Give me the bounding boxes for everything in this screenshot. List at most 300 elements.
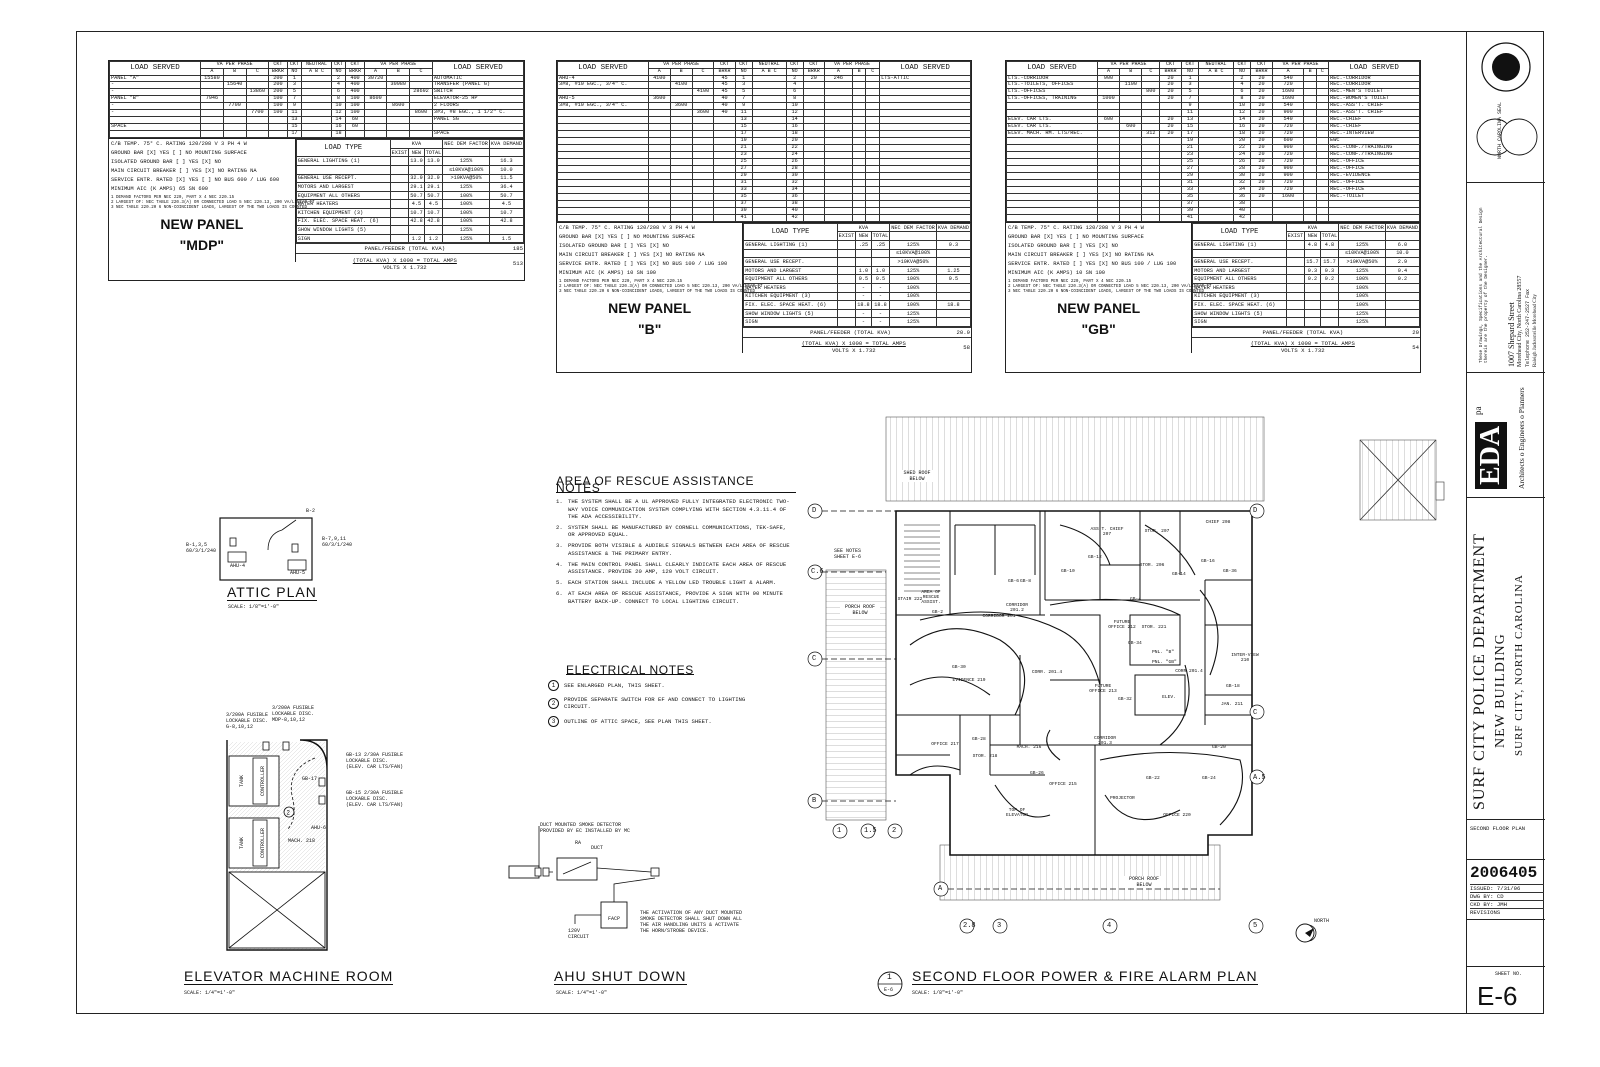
circuit-homerun <box>268 530 282 550</box>
breaker-size: 100 <box>346 96 364 103</box>
va-phase-c <box>1142 214 1160 221</box>
va-phase-b <box>670 131 692 138</box>
breaker-size: 45 <box>714 89 735 96</box>
load-served-right: REC.-CONF./TRAINGING <box>1329 152 1420 159</box>
rescue-notes-title: AREA OF RESCUE ASSISTANCE NOTES <box>556 478 796 493</box>
load-value <box>936 249 970 258</box>
gb13-label: GB-13 2/30A FUSIBLE LOCKABLE DISC. (ELEV. CAR LTS/FAN) <box>346 752 404 770</box>
nec-demand-header: NEC DEM FACTOR <box>891 224 935 231</box>
circuit-number: 9 <box>1181 103 1198 110</box>
header-cell: NO <box>287 68 302 75</box>
load-value: 100% <box>1339 292 1386 301</box>
va-phase-b <box>1120 110 1142 117</box>
load-value: 15.7 <box>1320 258 1339 267</box>
minimum-aic: MINIMUM AIC (K AMPS) 10 SN 100 <box>559 269 657 276</box>
va-phase-a: 15580 <box>201 75 224 82</box>
note-text: OUTLINE OF ATTIC SPACE, SEE PLAN THIS SHEET. <box>564 717 712 725</box>
header-load-served: LOAD SERVED <box>1007 62 1098 76</box>
load-row <box>296 183 523 192</box>
table-row <box>558 138 971 145</box>
breaker-size: 20 <box>1251 159 1273 166</box>
office-locations: Raleigh Jacksonville Morehead City <box>1533 294 1538 367</box>
facp-panel <box>601 902 627 928</box>
va-phase-b: 1100 <box>1120 82 1142 89</box>
breaker-size <box>803 96 824 103</box>
va-phase-c: 13860 <box>246 89 269 96</box>
elevator-room-title: ELEVATOR MACHINE ROOM <box>184 968 394 984</box>
breaker-size: 20 <box>1251 173 1273 180</box>
seal-graphics <box>1473 39 1539 179</box>
load-value: >10KVA@50% <box>443 174 490 183</box>
va-phase-a <box>648 173 670 180</box>
load-value <box>1385 309 1419 318</box>
circuit-number: 17 <box>735 131 752 138</box>
load-value <box>1320 301 1339 310</box>
porch-roof-label: PORCH ROOF BELOW <box>840 604 880 616</box>
engineer-seal-circle-2 <box>1501 119 1537 155</box>
load-served-left: - <box>110 103 201 110</box>
load-value: 50.7 <box>410 192 423 199</box>
load-value: 11.5 <box>489 174 523 183</box>
va-phase-c <box>692 145 714 152</box>
neutral-bus <box>302 110 331 117</box>
load-served-left <box>558 187 649 194</box>
va-phase-a <box>824 82 852 89</box>
load-served-left <box>558 145 649 152</box>
va-phase-a <box>648 110 670 117</box>
panel-schedule-gb <box>1005 60 1421 373</box>
load-type-name: GENERAL USE RECEPT. <box>296 174 390 183</box>
service-entrance: SERVICE ENTR. RATED [X] YES [ ] NO BUS 600 / LUG 600 <box>111 177 280 184</box>
va-phase-a: 1000 <box>1097 96 1119 103</box>
circuit-number: 2 <box>786 75 803 82</box>
firm-name: EDA <box>1475 422 1507 489</box>
electrical-notes-title: ELECTRICAL NOTES <box>566 663 694 677</box>
va-phase-b <box>670 207 692 214</box>
electrical-note <box>548 716 748 727</box>
table-row <box>1007 214 1420 221</box>
load-value <box>409 226 424 235</box>
breaker-size <box>714 159 735 166</box>
va-phase-a <box>1097 173 1119 180</box>
va-phase-a <box>648 138 670 145</box>
circuit-number: 17 <box>1181 131 1198 138</box>
load-value: 42.8 <box>489 217 523 226</box>
va-phase-b <box>1304 180 1316 187</box>
load-value <box>936 284 970 293</box>
load-type-table <box>743 223 971 327</box>
neutral-bus <box>752 200 786 207</box>
va-phase-a: 540 <box>1272 117 1304 124</box>
va-phase-c <box>246 96 269 103</box>
header-neutral: NEUTRAL <box>752 62 786 69</box>
breaker-size <box>803 180 824 187</box>
circuit-label: GB-6 <box>1008 579 1020 584</box>
load-value: 0.3 <box>1305 266 1320 275</box>
load-served-right: SWITCH <box>432 89 523 96</box>
va-phase-b <box>1120 166 1142 173</box>
breaker-size <box>1160 138 1182 145</box>
va-phase-b <box>852 110 866 117</box>
circuit-label: GB-4 <box>1130 597 1142 602</box>
va-phase-b <box>670 193 692 200</box>
circuit-number: 19 <box>1181 138 1198 145</box>
load-served-left <box>1007 138 1098 145</box>
va-phase-a <box>824 166 852 173</box>
panel-schedule-b <box>556 60 972 373</box>
plan-tag-number: 1 <box>887 973 892 982</box>
breaker-size <box>1160 152 1182 159</box>
load-type-name: MOTORS AND LARGEST <box>1193 266 1286 275</box>
va-phase-a: 30720 <box>364 75 387 82</box>
panel-name-id: "MDP" <box>179 237 225 254</box>
disconnect-mdp <box>283 742 289 750</box>
circuit-number: 13 <box>735 117 752 124</box>
table-row <box>558 124 971 131</box>
va-phase-c <box>1316 159 1328 166</box>
va-phase-c <box>692 124 714 131</box>
checked-by: CKD BY: JMH <box>1470 900 1544 908</box>
controller-label-2: CONTROLLER <box>260 827 267 859</box>
load-value: 18.8 <box>857 301 870 308</box>
breaker-size <box>803 159 824 166</box>
va-phase-c <box>866 152 880 159</box>
circuit-number: 6 <box>786 89 803 96</box>
load-served-right: TRANSFER (PANEL G) <box>432 82 523 89</box>
table-row <box>558 173 971 180</box>
total-amps: 58 <box>963 343 970 351</box>
load-type-name: SHOW WINDOW LIGHTS (5) <box>296 226 390 235</box>
note-text: THE MAIN CONTROL PANEL SHALL CLEARLY INDICATE EACH AREA OF RESCUE ASSISTANCE. PROVIDE 20 AMP, 120 VOLT CIRCUIT. <box>568 560 787 576</box>
circuit-number: 25 <box>1181 159 1198 166</box>
va-phase-b <box>1304 166 1316 173</box>
va-phase-a: 600 <box>1097 117 1119 124</box>
load-value: - <box>856 309 871 318</box>
load-value: 125% <box>1339 309 1386 318</box>
tank-label: TANK <box>239 774 246 788</box>
load-served-right <box>880 82 971 89</box>
load-value <box>390 208 409 217</box>
feeder-value: 20 <box>1412 328 1419 336</box>
load-value: 125% <box>443 234 490 243</box>
va-phase-c <box>1142 200 1160 207</box>
va-phase-a <box>824 138 852 145</box>
va-phase-b <box>1120 207 1142 214</box>
breaker-size <box>803 110 824 117</box>
panel-note: 1 DEMAND FACTORS PER NEC 220, PART X 4 NEC 220.15 <box>111 196 235 201</box>
note-text: SEE ENLARGED PLAN, THIS SHEET. <box>564 682 665 690</box>
panel-mdp-circuit-table <box>109 61 524 138</box>
circuit-label: GB-18 <box>1226 684 1240 689</box>
va-phase-b <box>1304 124 1316 131</box>
neutral-bus <box>1199 138 1234 145</box>
va-phase-c <box>246 117 269 124</box>
load-served-right: REC.-OFFICE <box>1329 187 1420 194</box>
circuit-number: 38 <box>1233 200 1250 207</box>
header-load-served: LOAD SERVED <box>110 62 201 76</box>
rescue-assistance-notes <box>556 474 796 609</box>
va-phase-c <box>866 131 880 138</box>
table-row <box>558 187 971 194</box>
attic-plan-drawing <box>190 500 340 580</box>
load-value: 29.1 <box>410 183 423 190</box>
va-phase-b <box>670 138 692 145</box>
va-phase-c <box>246 131 269 138</box>
circuit-number: 42 <box>786 214 803 221</box>
va-phase-a: 540 <box>1272 103 1304 110</box>
va-phase-a <box>201 82 224 89</box>
circuit-number: 11 <box>287 110 302 117</box>
job-number: 2006405 <box>1470 864 1538 882</box>
load-served-left: LTS.-CORRIDOR <box>1007 75 1098 82</box>
panel-note: 2 LARGEST OF: NEC TABLE 220.3(A) OR CONNECTED LOAD 5 NEC 220.13, 200 VA/LINEAR FT <box>111 201 315 206</box>
load-served-left: ELEV. CAR LTS. <box>1007 124 1098 131</box>
load-value <box>1305 301 1320 310</box>
va-phase-c <box>692 96 714 103</box>
note-number: 2. <box>556 524 563 532</box>
load-value: >10KVA@50% <box>1339 258 1386 267</box>
sheet-number: E-6 <box>1477 981 1518 1011</box>
breaker-size: 20 <box>1251 187 1273 194</box>
va-phase-a <box>364 110 387 117</box>
load-value: 13.0 <box>410 158 423 165</box>
va-phase-c <box>866 159 880 166</box>
load-served-left <box>1007 180 1098 187</box>
room-label: OFFICE 215 <box>1049 782 1077 787</box>
header-cell: NO <box>786 68 803 75</box>
neutral-bus <box>1199 96 1234 103</box>
circuit-number: 21 <box>735 145 752 152</box>
load-type-name: GENERAL LIGHTING (1) <box>1193 241 1286 250</box>
load-value <box>1320 249 1339 258</box>
header-cell: BRKR <box>803 68 824 75</box>
load-value: 125% <box>1339 241 1386 250</box>
note-text: AT EACH AREA OF RESCUE ASSISTANCE, PROVIDE A SIGN WITH 90 MINUTE BATTERY BACK-UP. CONNECT TO LOCAL LIGHTING CIRCUIT. <box>568 590 783 605</box>
va-phase-b <box>1120 200 1142 207</box>
circuit-label: GB-22 <box>1146 776 1160 781</box>
load-row <box>744 266 971 275</box>
minimum-aic: MINIMUM AIC (K AMPS) 65 SN 600 <box>111 186 209 193</box>
load-served-left <box>558 193 649 200</box>
va-phase-b <box>1304 207 1316 214</box>
header-cell: B <box>852 68 866 75</box>
va-phase-c <box>1316 187 1328 194</box>
load-value <box>390 226 409 235</box>
circuit-number: 37 <box>735 200 752 207</box>
va-phase-c <box>246 75 269 82</box>
neutral-bus <box>752 138 786 145</box>
load-subheader: TOTAL <box>1321 233 1338 240</box>
load-value <box>1305 309 1320 318</box>
neutral-bus <box>752 103 786 110</box>
va-phase-c <box>1142 159 1160 166</box>
duct-label: DUCT <box>591 845 604 851</box>
va-phase-b <box>670 159 692 166</box>
va-phase-b <box>852 75 866 82</box>
neutral-bus <box>302 117 331 124</box>
note-number: 3. <box>556 542 563 550</box>
va-phase-b <box>1120 159 1142 166</box>
disconnect-symbol <box>292 544 298 552</box>
load-value <box>1286 275 1305 284</box>
ground-bar: GROUND BAR [X] YES [ ] NO MOUNTING SURFACE <box>1008 233 1144 240</box>
load-served-left: SPACE <box>110 124 201 131</box>
header-va-per-phase: VA PER PHASE <box>824 62 879 69</box>
va-phase-b <box>1304 173 1316 180</box>
header-cell: BRKR <box>714 68 735 75</box>
load-subheader: EXIST <box>838 233 855 240</box>
circuit-label: GB-34 <box>1128 641 1142 646</box>
load-served-left <box>1007 187 1098 194</box>
room-label: CORR 201.4 <box>1175 669 1203 674</box>
elevator-machine-room-drawing <box>215 700 405 960</box>
breaker-size <box>269 124 287 131</box>
circuit-label: GB-12 <box>1088 555 1102 560</box>
va-phase-c <box>1316 110 1328 117</box>
load-value <box>390 174 409 183</box>
load-value <box>837 284 856 293</box>
load-served-left: - <box>110 82 201 89</box>
feeder-value: 20.9 <box>956 328 970 336</box>
load-row <box>744 249 971 258</box>
header-cell: BRKR <box>346 68 364 75</box>
load-type-name: SIGN <box>1193 318 1286 327</box>
va-phase-a: 4100 <box>648 75 670 82</box>
va-phase-b <box>387 131 410 138</box>
circuit-number: 12 <box>1233 110 1250 117</box>
va-phase-a <box>824 145 852 152</box>
breaker-size: 20 <box>1251 138 1273 145</box>
circuit-number: 39 <box>735 207 752 214</box>
ahu-5-label: AHU-5 <box>290 570 306 576</box>
breaker-size <box>714 180 735 187</box>
ahu-shutdown-note: THE ACTIVATION OF ANY DUCT MOUNTED SMOKE DETECTOR SHALL SHUT DOWN ALL THE AIR HANDLING UNITS & ACTIVATE THE HORN/STROBE DEVICE. <box>640 910 743 934</box>
va-phase-c <box>1142 180 1160 187</box>
load-value <box>837 241 856 250</box>
load-served-left: PANEL "A" <box>110 75 201 82</box>
va-phase-c <box>866 145 880 152</box>
load-served-right: REC.-CORRIDOR <box>1329 75 1420 82</box>
neutral-bus <box>1199 214 1234 221</box>
va-phase-a <box>364 131 387 138</box>
load-type-name: GENERAL USE RECEPT. <box>1193 258 1286 267</box>
load-row <box>744 241 971 250</box>
load-value: 4.8 <box>1305 241 1320 250</box>
load-value <box>409 166 424 175</box>
table-row <box>558 180 971 187</box>
load-value: 100% <box>443 200 490 209</box>
load-value: 100% <box>443 217 490 226</box>
building-outline <box>896 511 1252 855</box>
load-value <box>1385 284 1419 293</box>
load-value: 1.0 <box>856 266 871 275</box>
breaker-size <box>803 193 824 200</box>
load-value: ≤10KVA@100% <box>890 249 937 258</box>
grid-letter: D <box>1253 507 1258 515</box>
load-served-right <box>880 166 971 173</box>
load-value: 18.8 <box>936 301 970 310</box>
load-value: 125% <box>890 241 937 250</box>
va-phase-a <box>201 103 224 110</box>
load-value: ≤10KVA@100% <box>443 166 490 175</box>
room-label: STOR. 207 <box>1144 529 1170 534</box>
va-phase-c <box>866 96 880 103</box>
va-phase-c: 8600 <box>410 110 433 117</box>
table-row <box>110 110 524 117</box>
load-value <box>936 292 970 301</box>
neutral-bus <box>752 89 786 96</box>
load-value: - <box>856 292 871 301</box>
floor-plan-scale: SCALE: 1/8"=1'-0" <box>912 990 964 996</box>
load-type-name: KITCHEN EQUIPMENT (3) <box>744 292 837 301</box>
circuit-number: 10 <box>1233 103 1250 110</box>
load-value <box>1385 292 1419 301</box>
header-cell: B <box>223 68 246 75</box>
neutral-bus <box>752 159 786 166</box>
va-phase-b <box>1304 89 1316 96</box>
note-text: THE SYSTEM SHALL BE A UL APPROVED FULLY INTEGRATED ELECTRONIC TWO-WAY VOICE COMMUNICATION SYSTEM COMPLYING WITH SECTION 4.3.11.4 OF THE ADA ACCESSIBILITY. <box>568 498 790 520</box>
load-served-left <box>558 110 649 117</box>
load-value: 2.9 <box>1385 258 1419 267</box>
note-number: 5. <box>556 579 563 587</box>
amps-formula: (TOTAL KVA) X 1000 = TOTAL AMPS <box>352 256 457 264</box>
ra-label: RA <box>575 840 582 846</box>
facp-label: FACP <box>608 916 621 922</box>
breaker-size: 40 <box>714 96 735 103</box>
table-row <box>558 159 971 166</box>
rescue-note <box>556 590 796 604</box>
amps-formula-denominator: VOLTS X 1.732 <box>831 347 876 355</box>
circuit-number: 4 <box>331 82 346 89</box>
firm-logo-section <box>1467 373 1545 498</box>
header-cell: A <box>364 68 387 75</box>
note-number: 4. <box>556 560 563 568</box>
table-row <box>1007 193 1420 200</box>
breaker-size <box>1160 173 1182 180</box>
load-served-right <box>880 117 971 124</box>
va-phase-a <box>648 145 670 152</box>
load-served-left: - <box>110 89 201 96</box>
breaker-size: 20 <box>1251 75 1273 82</box>
circuit-number: 2 <box>331 75 346 82</box>
va-phase-c <box>1142 110 1160 117</box>
circuit-label: GB-2 <box>932 610 944 615</box>
circuit-number: 7 <box>287 96 302 103</box>
load-served-right <box>880 159 971 166</box>
load-served-right <box>1329 200 1420 207</box>
load-value: 100% <box>890 301 937 310</box>
load-value <box>837 266 856 275</box>
va-phase-b <box>1304 159 1316 166</box>
load-served-left <box>110 131 201 138</box>
header-ckt-brkr: CKT <box>1160 62 1182 69</box>
room-label: JAN. 211 <box>1220 702 1244 707</box>
isolated-ground: ISOLATED GROUND BAR [ ] YES [X] NO <box>1008 242 1118 249</box>
va-phase-c <box>1316 166 1328 173</box>
load-value: 125% <box>890 266 937 275</box>
va-phase-b <box>852 145 866 152</box>
va-phase-b <box>1304 193 1316 200</box>
circuit-number: 8 <box>1233 96 1250 103</box>
ahu-diagonal <box>563 862 591 874</box>
va-phase-c: 312 <box>1142 131 1160 138</box>
load-type-header: LOAD TYPE <box>744 223 837 240</box>
va-phase-a: 720 <box>1272 82 1304 89</box>
circuit-number: 13 <box>1181 117 1198 124</box>
header-ckt-no: CKT <box>786 62 803 69</box>
load-header-row <box>296 140 523 149</box>
feeder-label: PANEL/FEEDER (TOTAL KVA) <box>1262 328 1344 336</box>
